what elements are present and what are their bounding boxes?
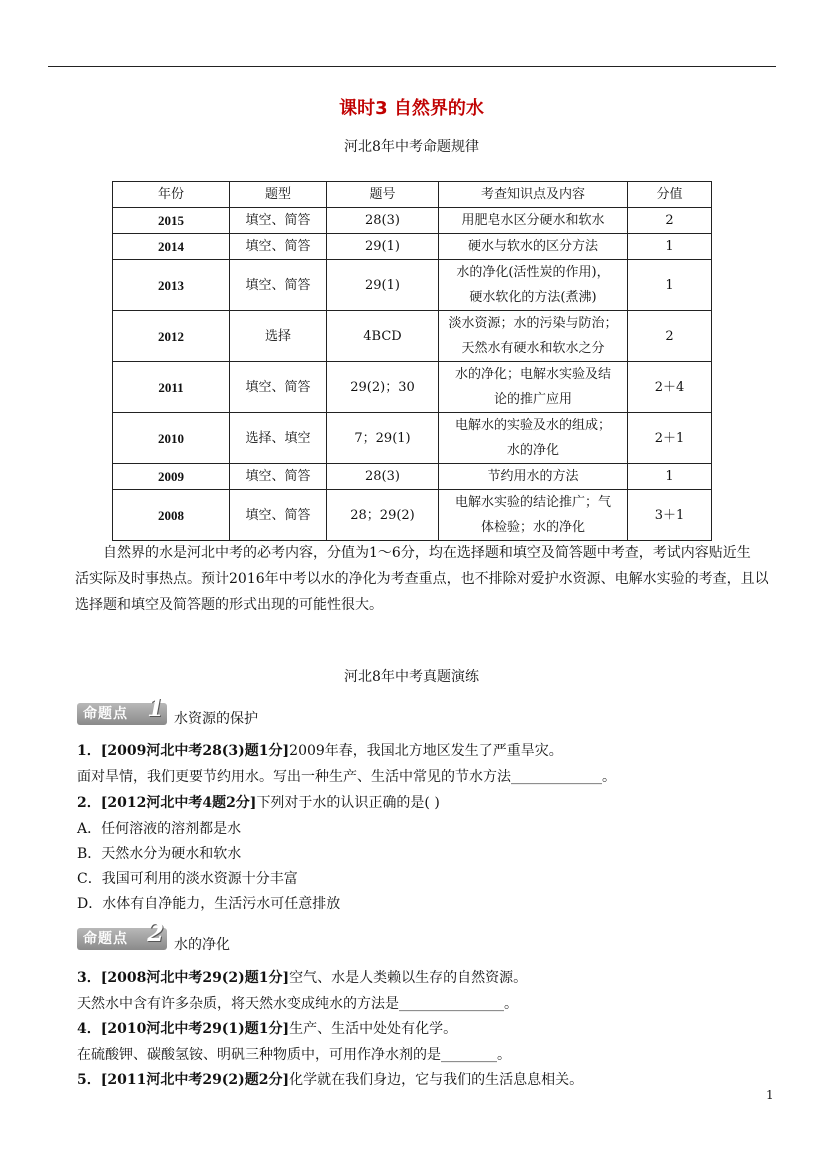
- option-a: A．任何溶液的溶剂都是水: [77, 821, 242, 837]
- cell-score: 3＋1: [628, 490, 712, 541]
- question-3: [77, 967, 527, 987]
- cell-score: 2: [628, 208, 712, 234]
- cell-topic-line: 水的净化(活性炭的作用)，: [456, 265, 610, 280]
- cell-topic-line: 天然水有硬水和软水之分: [461, 341, 605, 356]
- cell-topic: [439, 260, 628, 311]
- cell-type: 填空、简答: [230, 464, 327, 490]
- cell-number: 29(1): [327, 260, 439, 311]
- cell-topic-line: 水的净化；电解水实验及结: [454, 367, 611, 382]
- question-text: 空气、水是人类赖以生存的自然资源。: [289, 970, 528, 986]
- cell-topic-line: 节约用水的方法: [487, 469, 579, 484]
- cell-score: 2: [628, 311, 712, 362]
- topic-title-1: 水资源的保护: [174, 711, 258, 727]
- cell-year: 2012: [113, 311, 230, 362]
- option-c: C．我国可利用的淡水资源十分丰富: [77, 871, 298, 887]
- cell-year: 2013: [113, 260, 230, 311]
- cell-year: 2008: [113, 490, 230, 541]
- header-topic: 考查知识点及内容: [439, 182, 628, 208]
- cell-type: 填空、简答: [230, 362, 327, 413]
- option-b: B．天然水分为硬水和软水: [77, 846, 242, 862]
- cell-number: 29(1): [327, 234, 439, 260]
- badge-number: 2: [147, 918, 165, 947]
- question-text: 生产、生活中处处有化学。: [289, 1021, 458, 1037]
- header-rule: [48, 66, 776, 67]
- cell-score: 2＋4: [628, 362, 712, 413]
- cell-topic-line: 硬水与软水的区分方法: [467, 239, 598, 254]
- question-2: [77, 792, 440, 812]
- badge-label: 命题点: [83, 931, 128, 947]
- cell-number: 4BCD: [327, 311, 439, 362]
- table-row: [113, 413, 712, 464]
- cell-topic-line: 水的净化: [506, 443, 559, 458]
- cell-number: 28(3): [327, 208, 439, 234]
- header-number: 题号: [327, 182, 439, 208]
- cell-topic: [439, 234, 628, 260]
- cell-year: 2015: [113, 208, 230, 234]
- header-type: 题型: [230, 182, 327, 208]
- page-number: 1: [766, 1088, 774, 1102]
- cell-topic: [439, 311, 628, 362]
- question-text: 下列对于水的认识正确的是( ): [256, 795, 440, 811]
- cell-score: 2＋1: [628, 413, 712, 464]
- question-4: [77, 1018, 457, 1038]
- table-caption: 河北8年中考命题规律: [344, 139, 479, 155]
- table-row: [113, 362, 712, 413]
- cell-number: 28(3): [327, 464, 439, 490]
- cell-topic: [439, 464, 628, 490]
- cell-year: 2009: [113, 464, 230, 490]
- page-title: 课时3 自然界的水: [339, 98, 484, 119]
- table-row: [113, 260, 712, 311]
- exam-table: [112, 181, 712, 541]
- table-row: [113, 234, 712, 260]
- cell-year: 2011: [113, 362, 230, 413]
- header-score: 分值: [628, 182, 712, 208]
- table-row: [113, 208, 712, 234]
- cell-type: 填空、简答: [230, 208, 327, 234]
- question-tag: 3．[2008河北中考29(2)题1分]: [77, 970, 290, 986]
- topic-title-2: 水的净化: [174, 937, 230, 953]
- question-tag: 5．[2011河北中考29(2)题2分]: [77, 1072, 290, 1088]
- cell-topic: [439, 208, 628, 234]
- cell-number: 7；29(1): [327, 413, 439, 464]
- question-tag: 4．[2010河北中考29(1)题1分]: [77, 1021, 290, 1037]
- summary-line: 自然界的水是河北中考的必考内容，分值为1～6分，均在选择题和填空及简答题中考查，考试内容贴近生: [103, 545, 751, 561]
- question-1-line2: 面对旱情，我们更要节约用水。写出一种生产、生活中常见的节水方法_____________。: [77, 769, 616, 785]
- cell-topic-line: 硬水软化的方法(煮沸): [469, 290, 597, 305]
- cell-topic-line: 电解水的实验及水的组成；: [454, 418, 611, 433]
- summary-line: 选择题和填空及简答题的形式出现的可能性很大。: [75, 597, 383, 613]
- topic-badge-2: [77, 918, 167, 950]
- question-1: [77, 740, 563, 760]
- header-year: 年份: [113, 182, 230, 208]
- summary-paragraph: [75, 540, 780, 566]
- question-tag: 2．[2012河北中考4题2分]: [77, 795, 257, 811]
- question-text: 2009年春，我国北方地区发生了严重旱灾。: [289, 743, 563, 759]
- summary-line: 活实际及时事热点。预计2016年中考以水的净化为考查重点，也不排除对爱护水资源、电解水实验的考查，且以: [75, 571, 769, 587]
- cell-year: 2010: [113, 413, 230, 464]
- cell-number: 29(2)；30: [327, 362, 439, 413]
- table-row: [113, 490, 712, 541]
- cell-topic: [439, 413, 628, 464]
- option-d: D．水体有自净能力，生活污水可任意排放: [77, 896, 341, 912]
- badge-number: 1: [147, 693, 165, 722]
- cell-score: 1: [628, 260, 712, 311]
- question-4-line2: 在硫酸钾、碳酸氢铵、明矾三种物质中，可用作净水剂的是________。: [77, 1047, 511, 1063]
- cell-year: 2014: [113, 234, 230, 260]
- cell-topic-line: 体检验；水的净化: [480, 520, 585, 535]
- cell-topic-line: 电解水实验的结论推广；气: [454, 495, 611, 510]
- cell-type: 填空、简答: [230, 234, 327, 260]
- badge-label: 命题点: [83, 706, 128, 722]
- cell-topic-line: 淡水资源；水的污染与防治；: [448, 316, 618, 331]
- cell-topic-line: 论的推广应用: [493, 392, 572, 407]
- cell-number: 28；29(2): [327, 490, 439, 541]
- question-5: [77, 1069, 583, 1089]
- question-text: 化学就在我们身边，它与我们的生活息息相关。: [289, 1072, 584, 1088]
- cell-score: 1: [628, 234, 712, 260]
- cell-topic: [439, 490, 628, 541]
- question-tag: 1．[2009河北中考28(3)题1分]: [77, 743, 290, 759]
- section-caption: 河北8年中考真题演练: [344, 669, 479, 685]
- cell-topic-line: 用肥皂水区分硬水和软水: [461, 213, 605, 228]
- topic-badge-1: [77, 693, 167, 725]
- cell-score: 1: [628, 464, 712, 490]
- cell-type: 选择、填空: [230, 413, 327, 464]
- table-header-row: [113, 182, 712, 208]
- cell-topic: [439, 362, 628, 413]
- question-3-line2: 天然水中含有许多杂质，将天然水变成纯水的方法是_______________。: [77, 996, 518, 1012]
- cell-type: 填空、简答: [230, 260, 327, 311]
- cell-type: 填空、简答: [230, 490, 327, 541]
- table-row: [113, 311, 712, 362]
- cell-type: 选择: [230, 311, 327, 362]
- table-row: [113, 464, 712, 490]
